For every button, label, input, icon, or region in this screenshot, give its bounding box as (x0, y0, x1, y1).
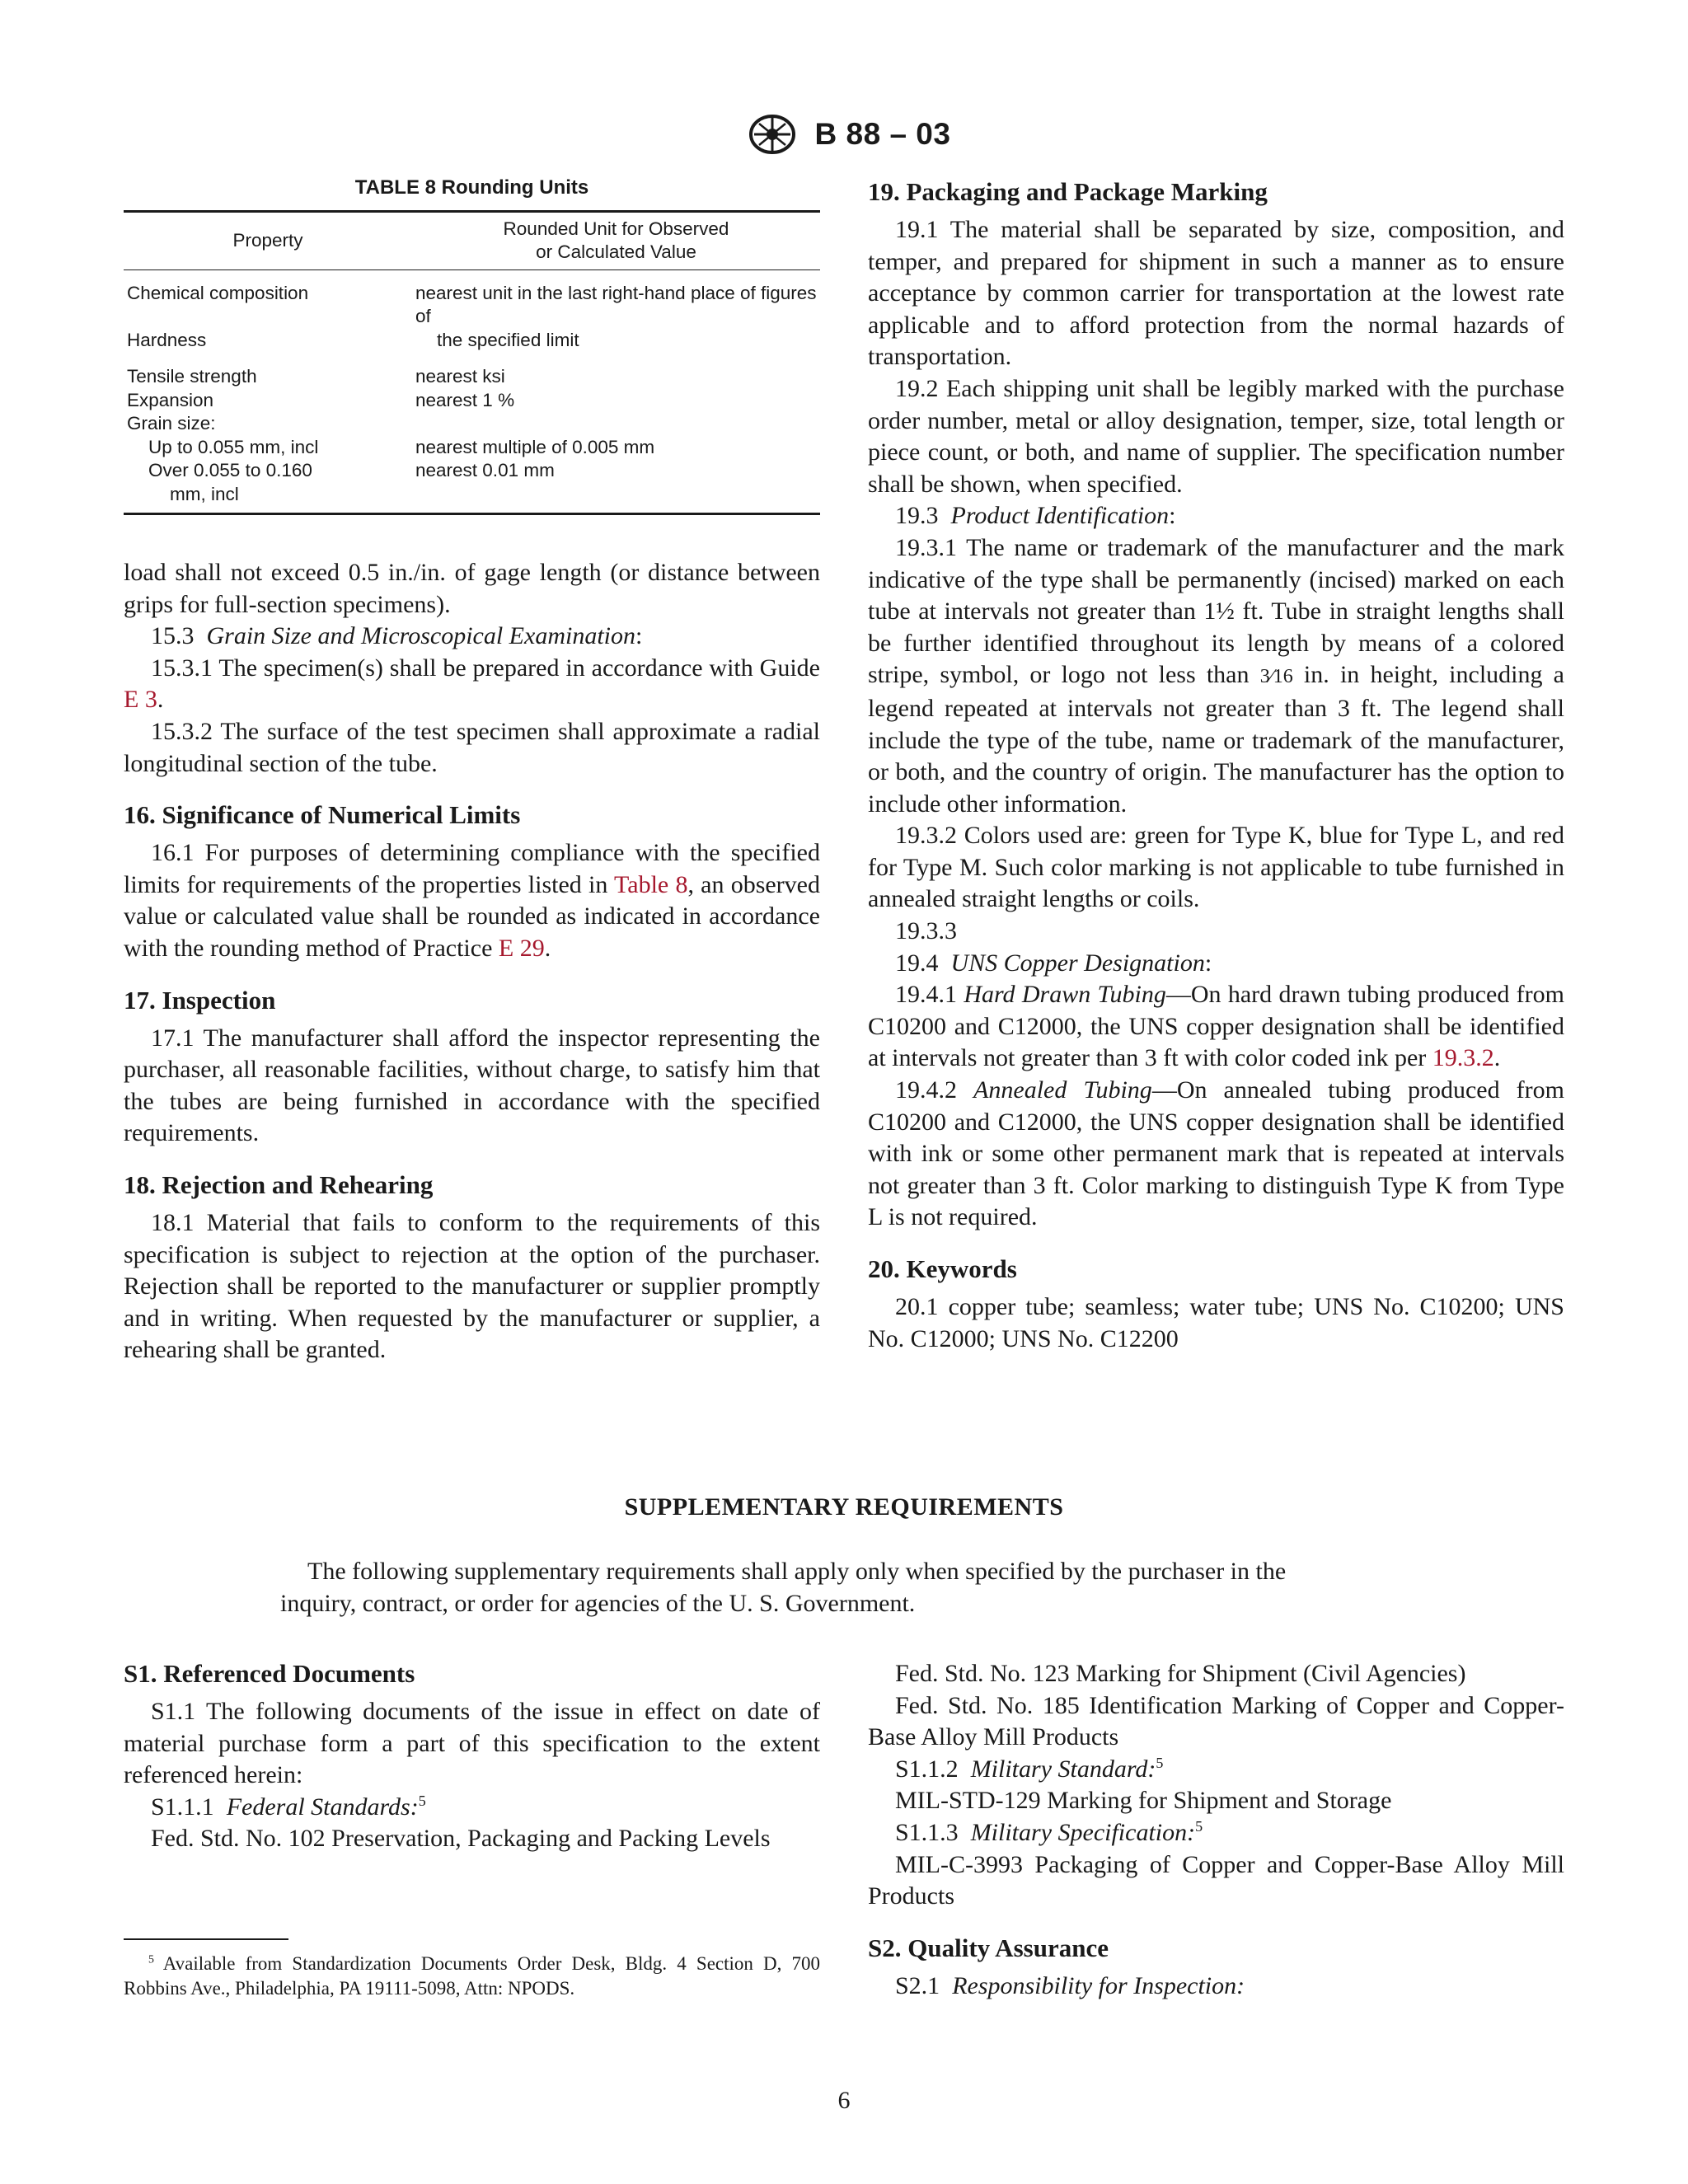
section-title: Annealed Tubing (973, 1076, 1152, 1104)
colon: : (1204, 949, 1212, 977)
property-cell: Hardness (127, 329, 207, 350)
property-cell: mm, incl (124, 483, 412, 514)
paragraph-s1-1-1 (124, 1792, 820, 1824)
paragraph-text: 15.3.1 The specimen(s) shall be prepared in accordance with Guide (151, 654, 820, 682)
paragraph-mil-std: MIL-STD-129 Marking for Shipment and Storage (895, 1787, 1392, 1815)
paragraph-19-3-2: 19.3.2 Colors used are: green for Type K, blue for Type L, and red for Type M. Such color marking is not applicable to tube furnished in annealed straight lengths or coils. (868, 822, 1564, 913)
unit-cell (412, 483, 820, 514)
paragraph-17-1: 17.1 The manufacturer shall afford the inspector representing the purchaser, all reasonable facilities, without charge, to satisfy him that the tubes are being furnished in accordance with the specified requirements. (124, 1024, 820, 1147)
paragraph-text: —On hard drawn tubing produced from C10200 and C12000, the UNS copper designation shall be identified at intervals not greater than 3 ft with color coded ink per (868, 981, 1564, 1072)
paragraph-15-3-1 (124, 653, 820, 716)
heading-s2: S2. Quality Assurance (868, 1933, 1109, 1962)
property-cell: Up to 0.055 mm, incl (148, 436, 319, 457)
unit-cell: nearest unit in the last right-hand place of figures of (415, 282, 817, 326)
paragraph-19-2: 19.2 Each shipping unit shall be legibly marked with the purchase order number, metal or alloy designation, temper, size, total length or piece count, or both, and name of supplier. The specification number shall be shown, when specified. (868, 374, 1564, 498)
paragraph-15-3-2: 15.3.2 The surface of the test specimen shall approximate a radial longitudinal section of the tube. (124, 717, 820, 777)
period: . (1493, 1044, 1501, 1072)
paragraph-19-1: 19.1 The material shall be separated by size, composition, and temper, and prepared for shipment in such a manner as to ensure acceptance by common carrier for transportation at the lowest rate applicable and to afford protection from the normal hazards of transportation. (868, 216, 1564, 371)
link-table-8[interactable]: Table 8 (614, 870, 688, 898)
fraction: 3⁄16 (1259, 666, 1293, 688)
table-row (124, 389, 820, 413)
section-number: 19.3 (895, 502, 939, 530)
paragraph-fed-185: Fed. Std. No. 185 Identification Marking of Copper and Copper-Base Alloy Mill Products (868, 1691, 1564, 1751)
footnote-marker: 5 (1156, 1754, 1164, 1771)
col-header-line1: Rounded Unit for Observed (503, 218, 729, 239)
paragraph-16-1 (124, 837, 820, 964)
paragraph-load: load shall not exceed 0.5 in./in. of gage length (or distance between grips for full-section specimens). (124, 559, 820, 618)
section-number: 15.3 (151, 622, 195, 650)
section-title: Hard Drawn Tubing (964, 981, 1166, 1009)
section-number: S2.1 (895, 1971, 940, 1999)
unit-cell: nearest multiple of 0.005 mm (415, 436, 655, 457)
table-row (124, 282, 820, 329)
section-number: S1.1.2 (895, 1755, 959, 1783)
section-title: Military Standard: (970, 1755, 1156, 1783)
section-title: Military Specification: (970, 1818, 1196, 1846)
col-header-property: Property (124, 211, 412, 269)
paragraph-text: —On annealed tubing produced from C10200 and C12000, the UNS copper designation shall be identified with ink or some other permanent mark that is repeated at intervals not greater than 3 ft. Color marking to distinguish Type K from Type L is not required. (868, 1076, 1564, 1231)
intro-line: inquiry, contract, or order for agencies of the U. S. Government. (280, 1589, 916, 1617)
unit-cell: the specified limit (437, 329, 579, 350)
supplementary-title: SUPPLEMENTARY REQUIREMENTS (624, 1493, 1064, 1521)
table-row (124, 436, 820, 460)
link-guide-e3[interactable]: E 3 (124, 686, 157, 714)
unit-cell: nearest 0.01 mm (415, 460, 555, 480)
paragraph-text: in. in height, including a legend repeated at intervals not greater than 3 ft. The legend shall include the type of the tube, name or trademark of the manufacturer, or both, and the country of origin. The manufacturer has the option to include other information. (868, 661, 1564, 818)
footnote (124, 1952, 820, 2001)
footnote-rule (124, 1938, 288, 1940)
section-title: Grain Size and Microscopical Examination (206, 622, 635, 650)
table-title: TABLE 8 Rounding Units (354, 176, 589, 199)
col-header-rounded-unit (412, 211, 820, 269)
paragraph-19-3 (868, 500, 1564, 532)
property-cell: Tensile strength (127, 366, 257, 387)
footnote-marker: 5 (418, 1792, 426, 1809)
colon: : (635, 622, 643, 650)
paragraph-19-3-1 (868, 532, 1564, 820)
heading-19: 19. Packaging and Package Marking (868, 177, 1268, 206)
heading-16: 16. Significance of Numerical Limits (124, 800, 521, 830)
table-row (124, 483, 820, 514)
section-title: Responsibility for Inspection: (952, 1971, 1245, 1999)
paragraph-20-1: 20.1 copper tube; seamless; water tube; UNS No. C10200; UNS No. C12000; UNS No. C12200 (868, 1293, 1564, 1352)
period: . (157, 686, 164, 714)
document-id: B 88 – 03 (814, 117, 951, 151)
heading-s1: S1. Referenced Documents (124, 1659, 415, 1688)
col-header-line2: or Calculated Value (536, 241, 696, 262)
section-number: S1.1.3 (895, 1818, 959, 1846)
heading-18: 18. Rejection and Rehearing (124, 1169, 434, 1199)
paragraph-text: 19.3.1 The name or trademark of the manufacturer and the mark indicative of the type shall be permanently (incised) marked on each tube at intervals not greater than 1 (868, 533, 1564, 626)
paragraph-18-1: 18.1 Material that fails to conform to the requirements of this specification is subject to rejection at the option of the purchaser. Rejection shall be reported to the manufacturer or supplier promptly and in writing. When requested by the manufacturer or supplier, a rehearing shall be granted. (124, 1208, 820, 1364)
table-row (124, 329, 820, 353)
unit-cell (412, 412, 820, 436)
page-number: 6 (837, 2087, 851, 2114)
section-number: 19.4.2 (895, 1076, 957, 1104)
paragraph-s1-1-3 (868, 1817, 1564, 1849)
right-column-lower (868, 1658, 1564, 2002)
paragraph-19-3-3: 19.3.3 (895, 917, 957, 945)
table-header-row (124, 211, 820, 269)
supplementary-intro (280, 1556, 1408, 1619)
paragraph-15-3 (124, 621, 820, 653)
footnote-text: Available from Standardization Documents Order Desk, Bldg. 4 Section D, 700 Robbins Ave., Philadelphia, PA 19111-5098, Attn: NPODS. (124, 1953, 820, 1999)
footnote-marker: 5 (1195, 1817, 1203, 1835)
link-19-3-2[interactable]: 19.3.2 (1432, 1044, 1494, 1072)
paragraph-s1-1: S1.1 The following documents of the issue in effect on date of material purchase form a part of this specification to the extent referenced herein: (124, 1698, 820, 1789)
paragraph-text: 16.1 For purposes of determining compliance with the specified limits for requirements of the properties listed in (124, 839, 820, 898)
table-row (124, 412, 820, 436)
table-row (124, 352, 820, 389)
fraction: ½ (1216, 598, 1235, 626)
intro-line: The following supplementary requirements shall apply only when specified by the purchaser in the (307, 1558, 1287, 1585)
property-cell: Over 0.055 to 0.160 (148, 460, 312, 480)
period: . (544, 934, 551, 962)
paragraph-19-4-1 (868, 979, 1564, 1075)
paragraph-fed-102: Fed. Std. No. 102 Preservation, Packaging and Packing Levels (151, 1825, 771, 1853)
paragraph-text: , an observed value or calculated value shall be rounded as indicated in accordance with the rounding method of Practice (124, 870, 820, 962)
colon: : (1169, 502, 1176, 530)
table-8 (124, 176, 820, 515)
left-column-upper (124, 557, 820, 1366)
unit-cell: nearest 1 % (415, 389, 515, 410)
table-row (124, 459, 820, 483)
rounding-units-table (124, 210, 820, 516)
heading-20: 20. Keywords (868, 1254, 1017, 1283)
page-header (0, 114, 1688, 155)
link-practice-e29[interactable]: E 29 (498, 934, 545, 962)
paragraph-19-4 (868, 948, 1564, 980)
paragraph-s2-1 (868, 1971, 1564, 2003)
section-number: 19.4.1 (895, 981, 957, 1009)
paragraph-s1-1-2 (868, 1754, 1564, 1786)
footnote-number: 5 (148, 1952, 154, 1966)
paragraph-fed-123: Fed. Std. No. 123 Marking for Shipment (Civil Agencies) (895, 1660, 1466, 1687)
unit-cell: nearest ksi (415, 366, 505, 387)
paragraph-mil-c: MIL-C-3993 Packaging of Copper and Copper-Base Alloy Mill Products (868, 1850, 1564, 1910)
property-cell: Expansion (127, 389, 214, 410)
section-number: 19.4 (895, 949, 939, 977)
section-title: UNS Copper Designation (950, 949, 1205, 977)
heading-17: 17. Inspection (124, 985, 276, 1015)
property-cell: Chemical composition (127, 282, 309, 303)
property-cell: Grain size: (127, 413, 216, 434)
astm-logo-icon (738, 114, 807, 155)
paragraph-19-4-2 (868, 1075, 1564, 1234)
left-column-lower (124, 1658, 820, 1855)
right-column-upper (868, 176, 1564, 1355)
section-number: S1.1.1 (151, 1793, 214, 1821)
paragraph-text: ft. Tube in straight lengths shall be further identified throughout its length by means of a colored stripe, symbol, or logo not less than (868, 598, 1564, 689)
section-title: Product Identification (950, 502, 1170, 530)
section-title: Federal Standards: (226, 1793, 419, 1821)
